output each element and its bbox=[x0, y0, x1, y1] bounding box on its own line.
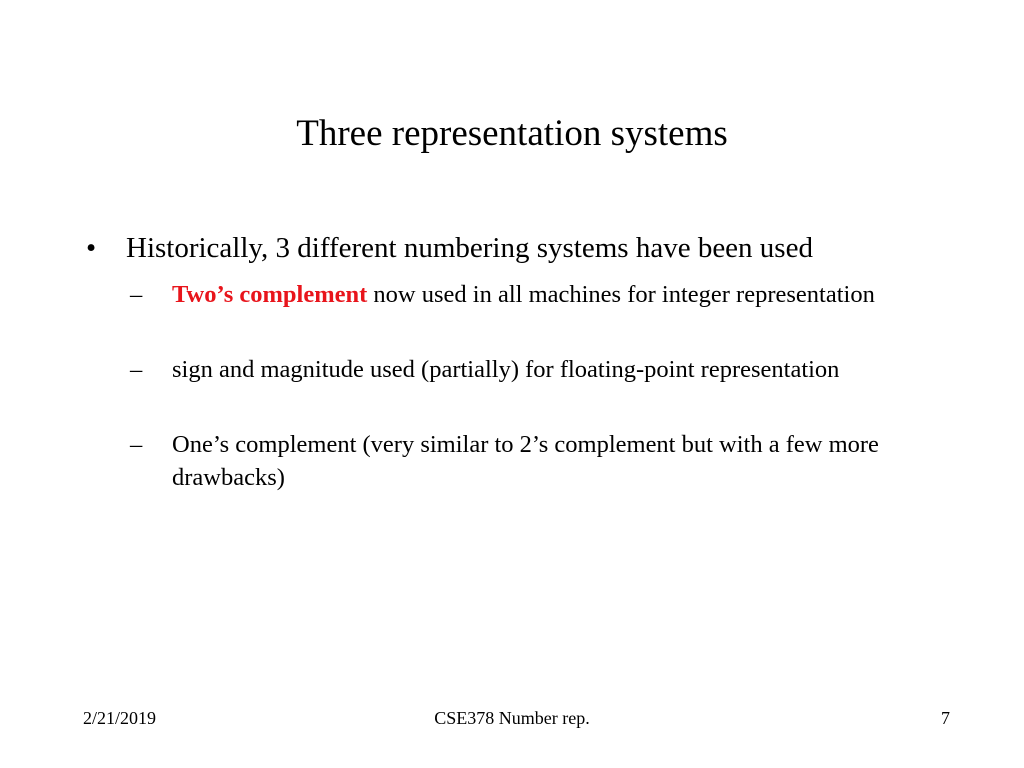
slide-title: Three representation systems bbox=[296, 113, 728, 154]
sub-item-marker: – bbox=[130, 281, 143, 308]
sub-item-text: One’s complement (very similar to 2’s complement but with a few more drawbacks) bbox=[172, 431, 879, 491]
footer-page-number: 7 bbox=[941, 708, 950, 728]
bullet-marker: • bbox=[86, 232, 97, 264]
highlighted-term: Two’s complement bbox=[172, 281, 368, 308]
sub-item-marker: – bbox=[130, 431, 143, 458]
bullet-text: Historically, 3 different numbering systems have been used bbox=[126, 232, 813, 264]
sub-item-text: sign and magnitude used (partially) for floating-point representation bbox=[172, 356, 840, 383]
sub-item-marker: – bbox=[130, 356, 143, 383]
sub-item-description: now used in all machines for integer representation bbox=[367, 281, 875, 308]
sub-item-text bbox=[172, 278, 942, 311]
footer-course: CSE378 Number rep. bbox=[434, 708, 590, 728]
footer-date: 2/21/2019 bbox=[83, 708, 157, 728]
